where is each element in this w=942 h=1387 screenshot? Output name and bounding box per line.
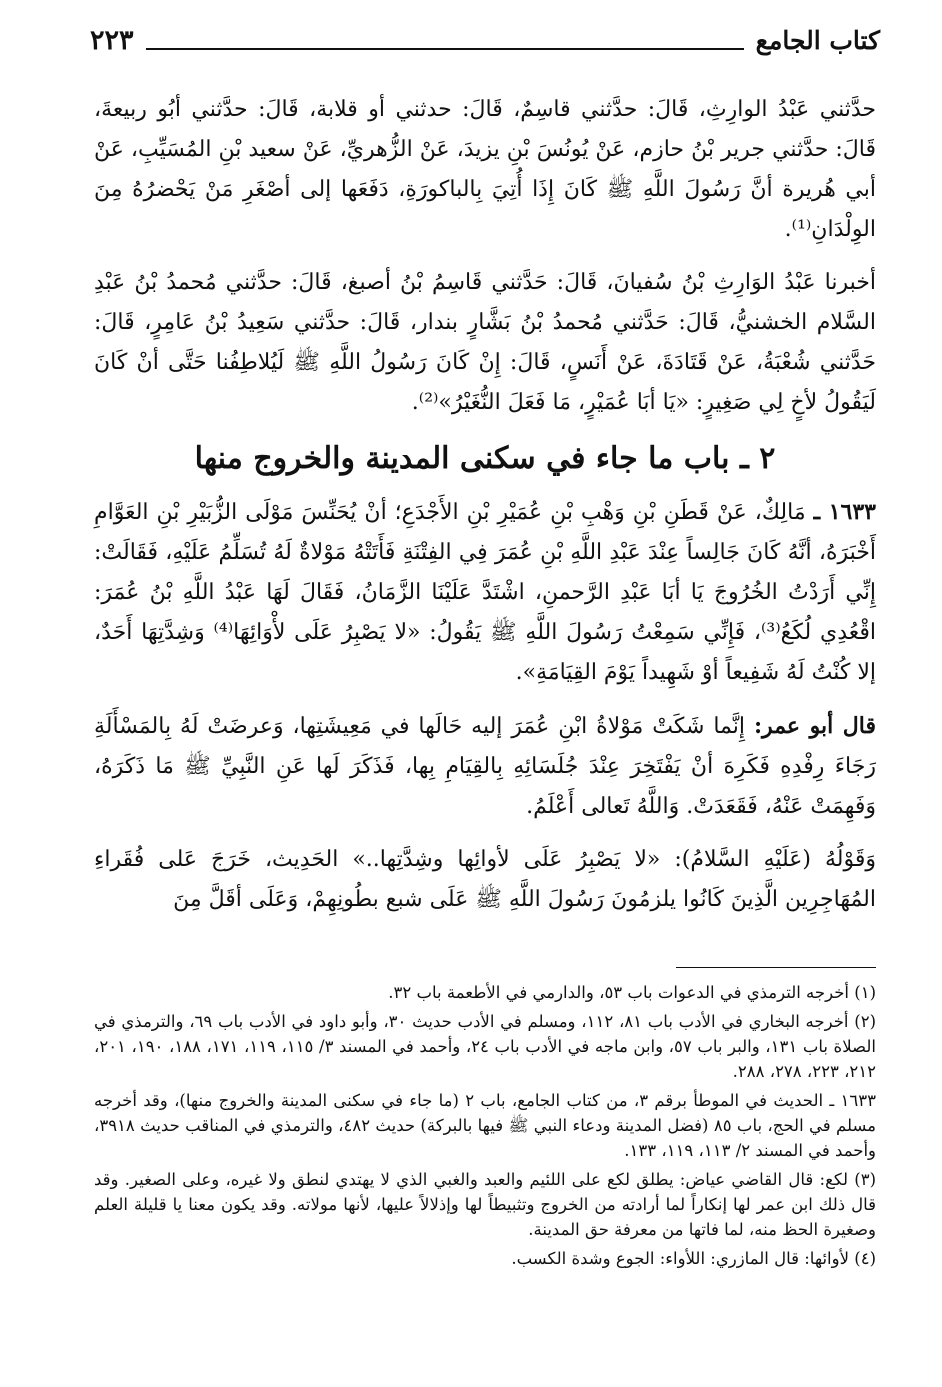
hadith-text: مَالِكٌ، عَنْ قَطَنِ بْنِ وَهْبِ بْنِ عُمَيْرِ بْنِ الأَجْدَعِ؛ أنْ يُحَنِّسَ مَوْلَى الزُّبَيْرِ بْنِ العَوَّامِ أَخْبَرَهُ، أنَّهُ كَانَ جَالِساً عِنْدَ عَبْدِ اللَّهِ بْنِ عُمَرَ فِي الفِتْنَةِ فَأَتَتْهُ مَوْلاةٌ لَهُ تُسَلِّمُ عَلَيْهِ، فَقَالَتْ: إِنِّي أَرَدْتُ الخُرُوجَ يَا أبَا عَبْدِ الرَّحمنِ، اشْتَدَّ عَلَيْنَا الزَّمَانُ، فَقَالَ لَهَا عَبْدُ اللَّهِ بْنُ عُمَرَ: اقْعُدِي لُكَعُ⁽³⁾، فَإِنِّي سَمِعْتُ رَسُولَ اللَّهِ ﷺ يَقُولُ: «لا يَصْبِرُ عَلَى لأْوَائِهَا⁽⁴⁾ وَشِدَّتِهَا أَحَدٌ، إلا كُنْتُ لَهُ شَفِيعاً أوْ شَهِيداً يَوْمَ القِيَامَةِ». [94, 500, 876, 685]
page-header [90, 22, 880, 58]
footnote-text: لأوائها: قال المازري: اللأواء: الجوع وشدة الكسب. [511, 1249, 849, 1268]
paragraph-2: أخبرنا عَبْدُ الوَارِثِ بْنُ سُفيانَ، قَالَ: حَدَّثني قَاسِمُ بْنُ أصبغ، قَالَ: حدَّثني مُحمدُ بْنُ عَبْدِ السَّلام الخشنيُّ، قَالَ: حَدَّثني مُحمدُ بْنُ بَشَّارٍ بندار، قَالَ: حدَّثني سَعِيدُ بْنُ عَامِرٍ، قَالَ: حَدَّثني شُعْبَةُ، عَنْ قَتَادَةَ، عَنْ أَنَسٍ، قَالَ: إِنْ كَانَ رَسُولُ اللَّهِ ﷺ لَيُلاطِفُنا حَتَّى أنْ كَانَ لَيَقُولُ لأخٍ لِي صَغِيرٍ: «يَا أبَا عُمَيْرٍ، مَا فَعَلَ النُّغَيْرُ»⁽²⁾. [94, 270, 876, 415]
section-heading: ٢ ـ باب ما جاء في سكنى المدينة والخروج منها [194, 441, 776, 476]
footnotes [94, 980, 876, 1275]
footnote-text: لكع: قال القاضي عياض: يطلق لكع على اللئيم والعبد والغبي الذي لا يهتدي لنطق ولا غيره، وعلى الصغير. وقد قال ذلك ابن عمر لها إنكاراً لما أرادته من الخروج وتثبيطاً لها وإذلالاً عليها، لأنها مولاته. وقد يكون معنا يا قليلة العلم وصغيرة الحظ منه، لما فاتها من معرفة حق المدينة. [94, 1170, 876, 1239]
footnote-1633 [94, 1088, 876, 1163]
footnote-text: أخرجه البخاري في الأدب باب ٨١، ١١٢، ومسلم في الأدب حديث ٣٠، وأبو داود في الأدب باب ٦٩، والترمذي في الصلاة باب ١٣١، والبر باب ٥٧، وابن ماجه في الأدب باب ٢٤، وأحمد في المسند ٣/ ١١٥، ١١٩، ١٧١، ١٨٨، ١٩٠، ٢٠١، ٢١٢، ٢٢٣، ٢٧٨، ٢٨٨. [94, 1012, 876, 1081]
commentary-lead: قال أبو عمر: [753, 713, 877, 739]
hadith-paragraph [94, 492, 876, 693]
footnote-text: أخرجه الترمذي في الدعوات باب ٥٣، والدارمي في الأطعمة باب ٣٢. [388, 983, 849, 1002]
closing-paragraph: وَقَوْلُهُ (عَلَيْهِ السَّلامُ): «لا يَصْبِرُ عَلَى لأوائِها وشِدَّتِها..» الحَدِيث، خَرَجَ عَلى فُقَراءِ المُهَاجِرِين الَّذِينَ كَانُوا يلزمُونَ رَسُولَ اللَّهِ ﷺ عَلَى شبع بطُونِهِمْ، وَعَلَى أقَلَّ مِنَ [94, 847, 876, 912]
header-rule [146, 30, 744, 50]
footnote-1 [94, 980, 876, 1005]
commentary-text: إِنَّما شَكَتْ مَوْلاةُ ابْنِ عُمَرَ إليه حَالَها في مَعِيشَتِها، وَعرضَتْ لَهُ بِالمَسْأَلَةِ رَجَاءَ رِفْدِهِ فَكَرِهَ أنْ يَفْتَخِرَ عِنْدَ جُلَسَائِهِ بِالقِيَامِ بِها، فَذَكَرَ لَها عَنِ النَّبِيِّ ﷺ مَا ذَكَرَهُ، وَفَهِمَتْ عَنْهُ، فَقَعَدَتْ. وَاللَّهُ تَعالى أَعْلَمُ. [94, 714, 876, 819]
footnote-marker: (٣) [854, 1170, 876, 1189]
commentary-paragraph [94, 706, 876, 827]
footnote-text: الحديث في الموطأ برقم ٣، من كتاب الجامع، باب ٢ (ما جاء في سكنى المدينة والخروج منها)، وقد أخرجه مسلم في الحج، باب ٨٥ (فضل المدينة ودعاء النبي ﷺ فيها بالبركة) حديث ٤٨٢، والترمذي في المناقب حديث ٣٩١٨، وأحمد في المسند ٢/ ١١٣، ١١٩، ١٣٣. [94, 1091, 876, 1160]
footnote-marker: (١) [854, 983, 876, 1002]
footnote-2 [94, 1009, 876, 1084]
footnote-separator [676, 967, 876, 968]
footnote-marker: ١٦٣٣ ـ [829, 1091, 876, 1110]
paragraph-1: حدَّثني عَبْدُ الوارِثِ، قَالَ: حدَّثني قاسِمٌ، قَالَ: حدثني أو قلابة، قَالَ: حدَّثني أبُو ربيعةَ، قَالَ: حدَّثني جرير بْنُ حازم، عَنْ يُونُسَ بْنِ يزيدَ، عَنْ الزُّهريِّ، عَنْ سعيد بْنِ المُسَيِّبِ، عَنْ أبي هُريرة أنَّ رَسُولَ اللَّهِ ﷺ كَانَ إِذَا أُتِيَ بِالباكورَةِ، دَفَعَها إلى أصْغَرِ مَنْ يَحْضرُهُ مِنَ الوِلْدَانِ⁽¹⁾. [94, 97, 876, 242]
footnote-marker: (٤) [854, 1249, 876, 1268]
footnote-3 [94, 1167, 876, 1242]
running-title: كتاب الجامع [755, 25, 880, 55]
hadith-number: ١٦٣٣ ـ [813, 499, 876, 525]
page-number: ٢٢٣ [90, 24, 134, 56]
footnote-marker: (٢) [854, 1012, 876, 1031]
footnote-4 [94, 1246, 876, 1271]
main-text [94, 90, 876, 933]
